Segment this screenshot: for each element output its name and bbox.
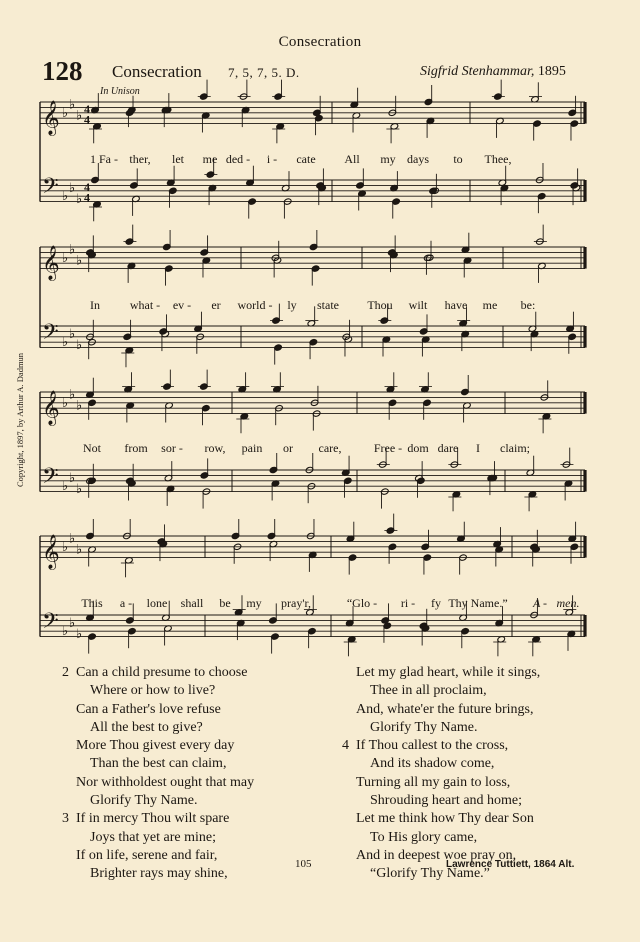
lyric-syllable: world - bbox=[237, 298, 273, 312]
verse-line bbox=[62, 829, 254, 847]
flat-sign-icon: ♭ bbox=[76, 190, 83, 206]
lyric-syllable: men. bbox=[556, 596, 580, 610]
verse-line bbox=[342, 829, 540, 847]
flat-sign-icon: ♭ bbox=[62, 538, 69, 554]
lyric-syllable: days bbox=[407, 152, 429, 166]
verse-text: If Thou callest to the cross, bbox=[356, 738, 509, 754]
verse-line bbox=[342, 774, 540, 792]
verse-line bbox=[62, 755, 254, 773]
lyric-syllable: sor - bbox=[161, 441, 183, 455]
lyric-syllable: ev - bbox=[172, 298, 192, 312]
verse-number: 3 bbox=[62, 811, 69, 827]
verse-line bbox=[342, 755, 540, 773]
verse-text: And in deepest woe pray on, bbox=[356, 847, 517, 863]
lyric-syllable: wilt bbox=[408, 298, 428, 312]
lyric-syllable: state bbox=[317, 298, 339, 312]
flat-sign-icon: ♭ bbox=[76, 107, 83, 123]
lyric-syllable: ri - bbox=[400, 596, 416, 610]
lyric-syllable: me bbox=[202, 152, 218, 166]
treble-clef-icon: 𝄞 bbox=[42, 534, 60, 570]
flat-sign-icon: ♭ bbox=[76, 625, 83, 641]
lyric-syllable: Thou bbox=[367, 298, 393, 312]
side-copyright: Copyright, 1897, by Arthur A. Dadmun bbox=[15, 352, 25, 488]
verse-text: And its shadow come, bbox=[370, 756, 495, 772]
lyric-syllable: be: bbox=[520, 298, 536, 312]
flat-sign-icon: ♭ bbox=[62, 394, 69, 410]
flat-sign-icon: ♭ bbox=[62, 478, 69, 494]
bass-clef-icon: 𝄢 bbox=[42, 609, 59, 640]
verse-line bbox=[62, 865, 254, 883]
lyric-syllable: shall bbox=[180, 596, 204, 610]
lyric-syllable: be bbox=[219, 596, 231, 610]
verse-text: All the best to give? bbox=[90, 719, 203, 735]
verse-line bbox=[342, 719, 540, 737]
lyric-syllable: A - bbox=[532, 596, 548, 610]
lyric-syllable: or bbox=[283, 441, 293, 455]
lyric-syllable: let bbox=[172, 152, 184, 166]
flat-sign-icon: ♭ bbox=[69, 386, 76, 402]
verse-line bbox=[342, 664, 540, 682]
verse-line bbox=[62, 774, 254, 792]
flat-sign-icon: ♭ bbox=[69, 530, 76, 546]
lyric-syllable: Thy Name.” bbox=[448, 596, 508, 610]
flat-sign-icon: ♭ bbox=[69, 470, 76, 486]
lyric-syllable: In bbox=[90, 298, 100, 312]
time-signature: 4 bbox=[84, 112, 90, 127]
lyric-syllable: my bbox=[380, 152, 396, 166]
lyric-syllable: ther, bbox=[129, 152, 151, 166]
verse-line bbox=[62, 664, 254, 682]
flat-sign-icon: ♭ bbox=[76, 480, 83, 496]
verse-line bbox=[62, 792, 254, 810]
treble-clef-icon: 𝄞 bbox=[42, 245, 60, 281]
verse-text: Thee in all proclaim, bbox=[370, 683, 487, 699]
flat-sign-icon: ♭ bbox=[69, 326, 76, 342]
treble-clef-icon: 𝄞 bbox=[42, 390, 60, 426]
verse-line bbox=[342, 810, 540, 828]
lyric-syllable: ded - bbox=[225, 152, 251, 166]
lyric-syllable: row, bbox=[204, 441, 226, 455]
verse-text: Can a child presume to choose bbox=[76, 665, 248, 680]
lyric-syllable: 1 Fa - bbox=[90, 152, 118, 166]
lyric-syllable: Thee, bbox=[484, 152, 512, 166]
composer-name: Sigfrid Stenhammar, bbox=[420, 64, 535, 79]
text-credit: Lawrence Tuttiett, 1864 Alt. bbox=[446, 859, 575, 870]
verse-number: 4 bbox=[342, 738, 349, 754]
flat-sign-icon: ♭ bbox=[62, 188, 69, 204]
lyric-syllable: have bbox=[444, 298, 468, 312]
composer-year: 1895 bbox=[537, 64, 566, 79]
lyric-syllable: me bbox=[482, 298, 498, 312]
lyric-syllable: to bbox=[453, 152, 463, 166]
running-head: Consecration bbox=[278, 34, 362, 50]
verses-right-column bbox=[342, 664, 540, 884]
lyric-syllable: fy bbox=[431, 596, 441, 610]
verse-line bbox=[342, 701, 540, 719]
verse-text: “Glorify Thy Name.” bbox=[370, 866, 490, 882]
flat-sign-icon: ♭ bbox=[76, 252, 83, 268]
flat-sign-icon: ♭ bbox=[69, 96, 76, 112]
lyric-syllable: from bbox=[124, 441, 148, 455]
tempo-mark: In Unison bbox=[100, 86, 140, 97]
time-signature: 4 bbox=[84, 101, 90, 116]
verse-text: Where or how to live? bbox=[90, 683, 216, 699]
hymn-meter: 7, 5, 7, 5. D. bbox=[228, 65, 300, 80]
verse-text: Brighter rays may shine, bbox=[90, 866, 228, 882]
flat-sign-icon: ♭ bbox=[76, 541, 83, 557]
verse-line bbox=[62, 810, 254, 828]
verse-text: More Thou givest every day bbox=[76, 738, 235, 754]
lyric-syllable: Free - bbox=[373, 441, 403, 455]
lyric-syllable: care, bbox=[318, 441, 342, 455]
verse-line bbox=[342, 682, 540, 700]
verse-text: Let me think how Thy dear Son bbox=[356, 811, 534, 827]
lyric-syllable: This bbox=[81, 596, 103, 610]
lyric-syllable: All bbox=[344, 152, 360, 166]
verse-text: Glorify Thy Name. bbox=[90, 793, 198, 809]
verse-line bbox=[342, 737, 540, 755]
time-signature: 4 bbox=[84, 179, 90, 194]
lyric-syllable: cate bbox=[296, 152, 316, 166]
verse-text: If in mercy Thou wilt spare bbox=[76, 811, 230, 827]
flat-sign-icon: ♭ bbox=[69, 180, 76, 196]
verse-line bbox=[62, 682, 254, 700]
flat-sign-icon: ♭ bbox=[62, 249, 69, 265]
hymn-title: Consecration bbox=[112, 62, 202, 81]
lyric-syllable: i - bbox=[266, 152, 278, 166]
bass-clef-icon: 𝄢 bbox=[42, 320, 59, 351]
flat-sign-icon: ♭ bbox=[69, 615, 76, 631]
lyric-syllable: dare bbox=[437, 441, 459, 455]
lyric-syllable: ly bbox=[287, 298, 297, 312]
lyric-syllable: what - bbox=[129, 298, 161, 312]
flat-sign-icon: ♭ bbox=[76, 397, 83, 413]
lyric-syllable: lone bbox=[146, 596, 168, 610]
lyric-syllable: I bbox=[476, 441, 480, 455]
treble-clef-icon: 𝄞 bbox=[42, 100, 60, 136]
hymn-number: 128 bbox=[42, 56, 83, 86]
lyric-syllable: Not bbox=[83, 441, 101, 455]
page-number: 105 bbox=[295, 858, 312, 870]
bass-clef-icon: 𝄢 bbox=[42, 174, 59, 205]
lyric-syllable: claim; bbox=[500, 441, 530, 455]
verse-text: Turning all my gain to loss, bbox=[356, 774, 511, 790]
time-signature: 4 bbox=[84, 190, 90, 205]
verse-text: Can a Father's love refuse bbox=[76, 701, 221, 717]
lyric-syllable: er bbox=[211, 298, 221, 312]
verse-text: Let my glad heart, while it sings, bbox=[356, 665, 541, 680]
lyric-syllable: pray'r, bbox=[281, 596, 311, 610]
verse-text: Shrouding heart and home; bbox=[370, 793, 523, 809]
verse-text: Than the best can claim, bbox=[90, 756, 227, 772]
verse-text: Joys that yet are mine; bbox=[90, 829, 216, 845]
verse-line bbox=[62, 737, 254, 755]
lyric-syllable: a - bbox=[119, 596, 133, 610]
verse-number: 2 bbox=[62, 665, 69, 680]
lyric-syllable: my bbox=[246, 596, 262, 610]
lyric-syllable: dom bbox=[407, 441, 429, 455]
verse-line bbox=[62, 701, 254, 719]
verses-left-column bbox=[62, 664, 254, 884]
verse-line bbox=[62, 719, 254, 737]
bass-clef-icon: 𝄢 bbox=[42, 464, 59, 495]
lyric-syllable: “Glo - bbox=[346, 596, 378, 610]
lyric-syllable: pain bbox=[241, 441, 263, 455]
verse-text: To His glory came, bbox=[370, 829, 478, 845]
verse-text: If on life, serene and fair, bbox=[76, 847, 218, 863]
flat-sign-icon: ♭ bbox=[62, 104, 69, 120]
verse-text: Glorify Thy Name. bbox=[370, 719, 478, 735]
verse-text: Nor withholdest ought that may bbox=[76, 774, 255, 790]
verse-text: And, whate'er the future brings, bbox=[356, 701, 534, 717]
verse-line bbox=[342, 792, 540, 810]
flat-sign-icon: ♭ bbox=[69, 241, 76, 257]
flat-sign-icon: ♭ bbox=[62, 623, 69, 639]
verse-line bbox=[62, 847, 254, 865]
flat-sign-icon: ♭ bbox=[76, 336, 83, 352]
flat-sign-icon: ♭ bbox=[62, 334, 69, 350]
